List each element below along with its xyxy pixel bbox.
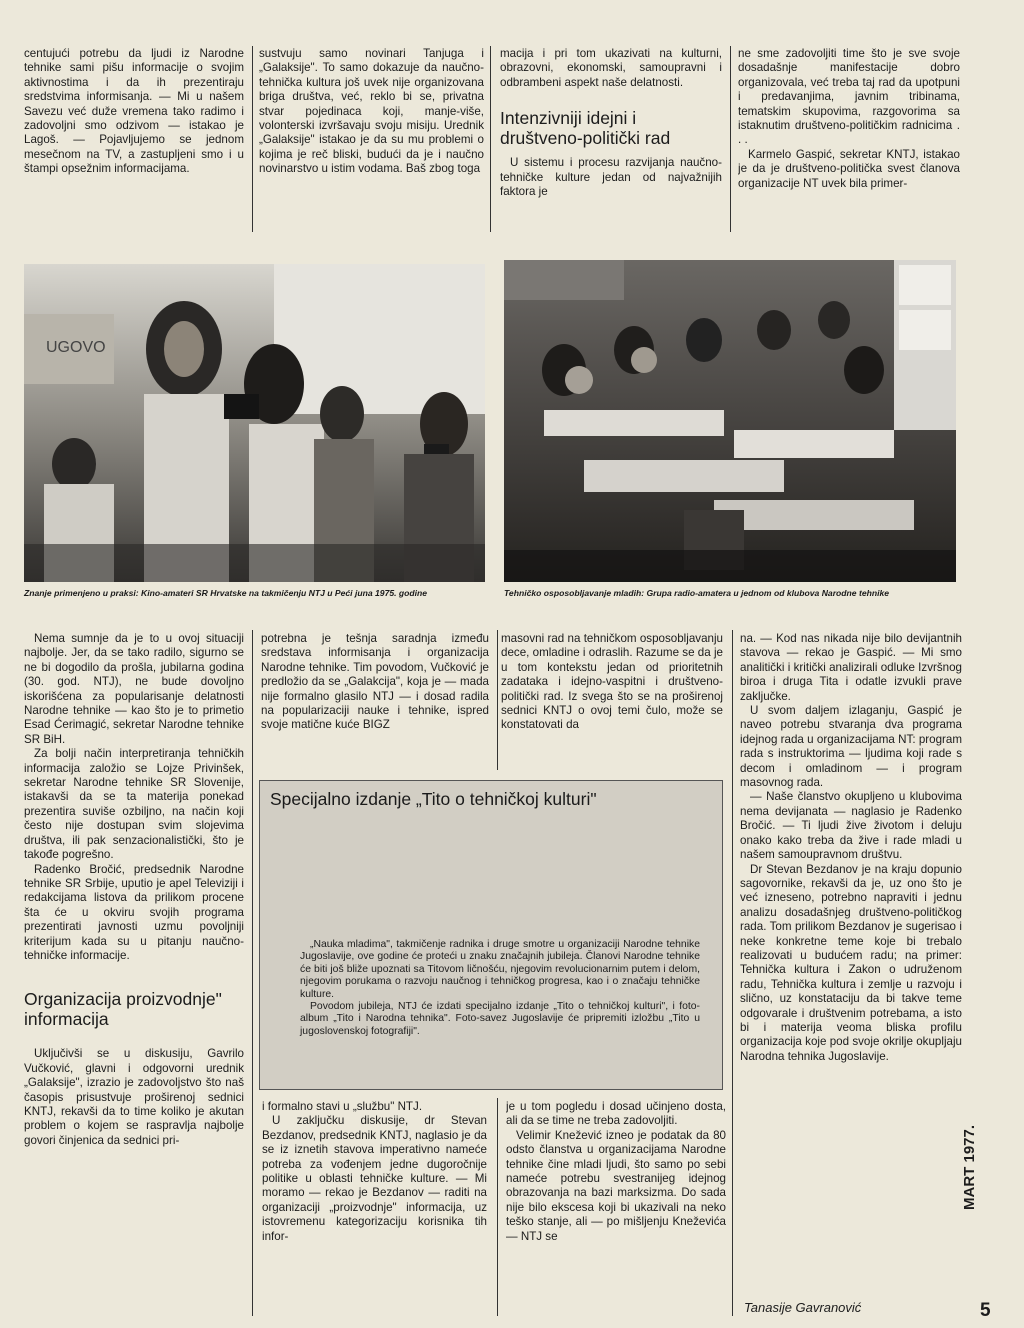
bottom-col2b-text: i formalno stavi u „službu" NTJ.	[262, 1100, 423, 1113]
bottom-col3b-text: je u tom pogledu i dosad učinjeno dosta, ali da se time ne treba zadovoljiti.	[506, 1100, 726, 1128]
bottom-col4-text-4: Dr Stevan Bezdanov je na kraju dopunio sagovornike, rekavši da je, uz ono što je već izneseno, potrebno napraviti i jednu analizu dosadašnjeg društveno-političkog rada. Tom prilikom Bezdanov je sugerisao i neke konkretne teme koje bi trebalo realizovati u budućem radu; na primer: Tehnička kultura i Zakon o udruženom radu, Tehnička kultura i zemlje u razvoju i slično, uz konstataciju da bi takve teme odgovarale i društvenim potrebama, a isto bi i materija veoma bliska profilu organizacija koje pod svoje okrilje okupljaju Narodna tehnika Jugoslavije.	[740, 862, 962, 1063]
column-divider	[497, 1098, 498, 1316]
section-heading: Intenzivniji idejni i društveno-politički rad	[500, 108, 671, 149]
column-divider	[732, 630, 733, 1316]
box-body	[300, 939, 700, 1038]
bottom-column-4	[740, 632, 962, 1292]
bottom-column-3-top	[501, 632, 723, 768]
bottom-col4-text-2: U svom daljem izlaganju, Gaspić je naveo potrebu stvaranja dva programa idejnog rada u organizacijama NT: program rada s instruktorima — ljudima koji rade s decom i omladinom — i program masovnog rada.	[740, 704, 962, 790]
column-divider	[252, 630, 253, 1316]
top-col3-text-2: U sistemu i procesu razvijanja naučno-tehničke kulture jedan od najvažnijih faktora je	[500, 156, 722, 199]
top-column-2	[259, 47, 484, 233]
photo-sign-text: UGOVO	[46, 339, 106, 356]
bottom-col1-text-2: Za bolji način interpretiranja tehničkih informacija založio se Lojze Privinšek, sekretar Narodne tehnike SR Slovenije, istakavši da se ta materija ponekad prezentira suviše ozbiljno, na način koji često nije dostupan svim slojevima društva, ili pak senzacionalistički, što je takođe pogrešno.	[24, 747, 244, 862]
bottom-column-2-bottom	[262, 1100, 487, 1314]
top-col2-text: sustvuju samo novinari Tanjuga i „Galaksije". To samo dokazuje da naučno-tehnička kultura još uvek nije organizovana briga društva, već, reklo bi se, privatna stvar pojedinaca koji, manje-više, volonterski izvršavaju svoju misiju. Urednik „Galaksije" istakao je da su mu problemi o kojima je reč bliski, budući da je i naučno novinarstvo u istim vodama. Baš zbog toga	[259, 47, 484, 176]
column-divider	[497, 630, 498, 770]
special-edition-box	[259, 780, 723, 1090]
photo-film-amateurs	[24, 264, 485, 582]
bottom-col2b-text-2: U zaključku diskusije, dr Stevan Bezdanov, predsednik KNTJ, naglasio je da se iz iznetih stavova imperativno nameće potreba za vođenjem jedne dugoročnije politike u oblasti tehničke kulture. — Mi moramo — rekao je Bezdanov — raditi na organizaciji „proizvodnje" informacija, uz istovremenu kategorizaciju korisnika tih infor-	[262, 1114, 487, 1243]
bottom-column-3-bottom	[506, 1100, 726, 1314]
bottom-col1-text-3: Radenko Bročić, predsednik Narodne tehnike SR Srbije, uputio je apel Televiziji i redakcijama listova da prilikom procene šta će u okviru svojih programa prezentirati javnosti uzmu povoljniji kriterijum kada su u pitanju naučno-tehničke informacije.	[24, 862, 244, 962]
photo-film-amateurs-image	[24, 264, 485, 582]
column-divider	[252, 46, 253, 232]
top-column-1	[24, 47, 244, 233]
photo-radio-amateurs-image	[504, 260, 956, 582]
photo-radio-amateurs	[504, 260, 956, 582]
top-column-4	[738, 47, 960, 233]
box-paragraph: „Nauka mladima", takmičenje radnika i druge smotre u organizaciji Narodne tehnike Jugoslavije, ove godine će proteći u znaku značajnih jubileja. Članovi Narodne tehnike će biti još bliže upoznati sa Titovom ličnošću, njegovim revolucionarnim putem i delom, njegovim porukama o razvoju naučnog i tehničkog progresa, kao i o značaju tehničke kulture.	[300, 939, 700, 1000]
top-column-3	[500, 47, 722, 235]
column-divider	[490, 46, 491, 232]
bottom-col1-text-4: Uključivši se u diskusiju, Gavrilo Vučković, glavni i odgovorni urednik „Galaksije", izrazio je zadovoljstvo što naš časopis prisustvuje proširenoj sednici KNTJ, rekavši da to time koliko je akutan problem o kojem se raspravlja najbolje govori činjenica da sednici pri-	[24, 1047, 244, 1147]
top-col3-text: macija i pri tom ukazivati na kulturni, obrazovni, ekonomski, samoupravni i odbrambeni aspekt naše delatnosti.	[500, 47, 722, 89]
top-col1-text: centujući potrebu da ljudi iz Narodne tehnike sami pišu informacije o svojim aktivnostima i da ih prezentiraju sredstvima informisanja. — Mi u našem Savezu već duže vremena tako radimo i zadovoljni smo odzivom — istakao je Lagoš. — Pojavljujemo se jednom mesečnom na TV, a zastupljeni smo i u štampi opsežnim informacijama.	[24, 47, 244, 176]
bottom-column-1	[24, 632, 244, 1314]
top-col4-text: ne sme zadovoljiti time što je sve svoje dosadašnje manifestacije dobro organizovala, već treba taj rad da upotpuni i predavanjima, javnim tribinama, tematskim skupovima, razgovorima sa istaknutim društveno-političkim radnicima . . .	[738, 47, 960, 147]
box-paragraph-2: Povodom jubileja, NTJ će izdati specijalno izdanje „Tito o tehničkoj kulturi", i foto-album „Tito i Narodna tehnika". Foto-savez Jugoslavije će pripremiti izložbu „Tito u jugoslovenskoj fotografiji".	[300, 1001, 700, 1037]
photo-caption-left: Znanje primenjeno u praksi: Kino-amateri SR Hrvatske na takmičenju NTJ u Peći juna 1975. godine	[24, 588, 428, 598]
photo-caption-right: Tehničko osposobljavanje mladih: Grupa radio-amatera u jednom od klubova Narodne tehnike	[504, 588, 890, 598]
top-col4-text-2: Karmelo Gaspić, sekretar KNTJ, istakao je da je društveno-politička svest članova organizacije NT uvek bila primer-	[738, 147, 960, 190]
bottom-col1-text: Nema sumnje da je to u ovoj situaciji najbolje. Jer, da se tako radilo, sigurno se ne bi dogodilo da prošla, jubilarna godina (30. god. NTJ), ne bude dovoljno iskorišćena za popularisanje delatnosti Narodne tehnike — kao što je to primetio Esad Ćerimagić, sekretar Narodne tehnike SR BiH.	[24, 632, 244, 746]
page-number: 5	[980, 1300, 991, 1321]
column-divider	[730, 46, 731, 232]
bottom-column-2-top	[261, 632, 489, 768]
section-heading: Organizacija proizvodnje" informacija	[24, 989, 222, 1030]
bottom-col3b-text-2: Velimir Knežević izneo je podatak da 80 odsto članstva u organizacijama Narodne tehnike čine mladi ljudi, što samo po sebi nameće potrebu svestranijeg idejnog obrazovanja na bazi marksizma. Do sada nije bilo ekscesa koji bi ukazivali na neko teško stanje, ali — po mišljenju Kneževića — NTJ se	[506, 1128, 726, 1243]
bottom-col4-text-3: — Naše članstvo okupljeno u klubovima nema devijanata — naglasio je Radenko Bročić. — Ti ljudi žive životom i deluju onako kako treba da žive i rade mladi u našem samoupravnom društvu.	[740, 790, 962, 862]
box-title: Specijalno izdanje „Tito o tehničkoj kulturi"	[270, 789, 597, 809]
bottom-col3-text: masovni rad na tehničkom osposobljavanju dece, omladine i odraslih. Razume se da je u tom kontekstu jedan od prioritetnih zadataka i idejno-vaspitni i društveno-politički rad. Iz svega što se na proširenoj sednici KNTJ o ovoj temi čulo, može se konstatovati da	[501, 632, 723, 732]
bottom-col4-text: na. — Kod nas nikada nije bilo devijantnih stavova — rekao je Gaspić. — Mi smo analitički i kritički analizirali odluke Izvršnog biroa i druga Tita i odatle izvukli prave zaključke.	[740, 632, 962, 703]
author-signature: Tanasije Gavranović	[744, 1300, 862, 1315]
bottom-col2-text: potrebna je tešnja saradnja između sredstava informisanja i organizacija Narodne tehnike. Tim povodom, Vučković je predložio da se „Galakcija", koja je — mada nije formalno glasilo NTJ — i dosad radila na popularizaciji nauke i tehnike, ispred svoje matične kuće BIGZ	[261, 632, 489, 732]
issue-date: MART 1977.	[961, 1124, 978, 1210]
